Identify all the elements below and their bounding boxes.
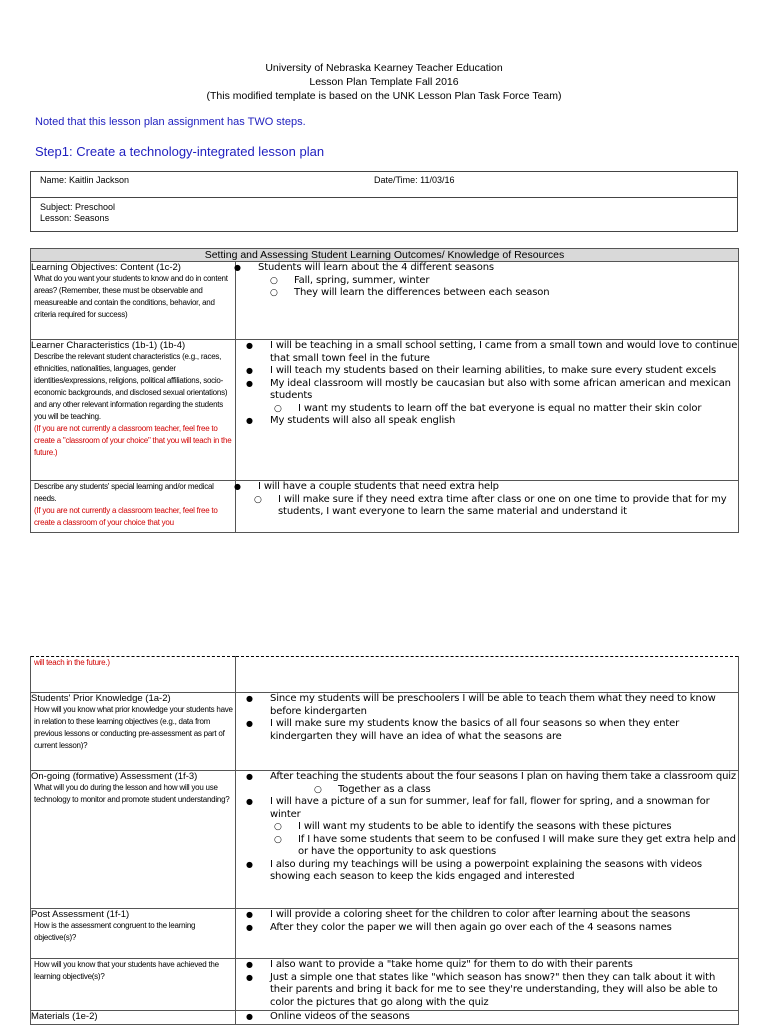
learner-bullet-4: ● My students will also all speak english bbox=[242, 415, 738, 428]
prior-title: Students' Prior Knowledge (1a-2) bbox=[31, 693, 171, 704]
achieve-label-cell bbox=[31, 959, 236, 1011]
special-label-cell bbox=[31, 481, 236, 533]
post-label-cell bbox=[31, 909, 236, 959]
learner-bullet-3: ● My ideal classroom will mostly be caucasian but also with some african american and mexican students bbox=[242, 378, 738, 403]
objectives-desc: What do you want your students to know and do in content areas? (Remember, these must be observable and measureable and contain the conditions, behavior, and criteria required for success) bbox=[34, 274, 228, 319]
lesson-field: Lesson: Seasons bbox=[40, 213, 110, 223]
prior-label-cell bbox=[31, 693, 236, 771]
subject-lesson-box bbox=[30, 197, 738, 232]
post-bullet-1: ● I will provide a coloring sheet for the children to color after learning about the seasons bbox=[242, 909, 738, 922]
date-field: Date/Time: 11/03/16 bbox=[374, 175, 455, 185]
learner-sub-1: ○ I want my students to learn off the bat everyone is equal no matter their skin color bbox=[242, 403, 738, 416]
special-bullet-1: ● I will have a couple students that need extra help bbox=[236, 481, 738, 494]
materials-bullet-1: ● Online videos of the seasons bbox=[242, 1011, 738, 1024]
objectives-bullet-1: ● Students will learn about the 4 different seasons bbox=[236, 262, 738, 275]
objectives-content bbox=[236, 262, 739, 340]
special-sub-1: ○ I will make sure if they need extra time after class or one on one time to provide that for my students, I want everyone to learn the same material and understand it bbox=[236, 494, 738, 519]
name-date-box bbox=[30, 171, 738, 198]
name-field: Name: Kaitlin Jackson bbox=[40, 175, 130, 185]
learner-red-note: (If you are not currently a classroom teacher, feel free to create a "classroom of your choice" that you will teach in the future.) bbox=[34, 424, 232, 457]
achieve-desc: How will you know that your students have achieved the learning objective(s)? bbox=[34, 960, 219, 981]
ongoing-bullet-1: ● After teaching the students about the four seasons I plan on having them take a classroom quiz bbox=[242, 771, 738, 784]
ongoing-bullet-3: ● I also during my teachings will be using a powerpoint explaining the seasons with videos showing each season to keep the kids engaged and interested bbox=[242, 859, 738, 884]
objectives-title: Learning Objectives: Content (1c-2) bbox=[31, 262, 181, 273]
special-label-cont bbox=[31, 657, 236, 693]
outcomes-table-page2 bbox=[30, 656, 739, 1025]
ongoing-sub-2: ○ I will want my students to be able to identify the seasons with these pictures bbox=[242, 821, 738, 834]
learner-bullet-2: ● I will teach my students based on their learning abilities, to make sure every student excels bbox=[242, 365, 738, 378]
post-desc: How is the assessment congruent to the learning objective(s)? bbox=[34, 921, 196, 942]
ongoing-sub-3: ○ If I have some students that seem to be confused I will make sure they get extra help and or have the opportunity to ask questions bbox=[242, 834, 738, 859]
achieve-content bbox=[236, 959, 739, 1011]
outcomes-table-page1 bbox=[30, 248, 739, 533]
ongoing-title: On-going (formative) Assessment (1f-3) bbox=[31, 771, 198, 782]
achieve-bullet-2: ● Just a simple one that states like "which season has snow?" then they can talk about it with their parents and bring it back for me to see they're understanding, they will also be able to color the pictures that go along with the quiz bbox=[242, 972, 738, 1010]
ongoing-sub-1: ○ Together as a class bbox=[242, 784, 738, 797]
ongoing-content bbox=[236, 771, 739, 909]
prior-content bbox=[236, 693, 739, 771]
objectives-sub-2: ○ They will learn the differences between each season bbox=[236, 287, 738, 300]
special-desc: Describe any students' special learning and/or medical needs. bbox=[34, 482, 214, 503]
section-title: Setting and Assessing Student Learning Outcomes/ Knowledge of Resources bbox=[31, 249, 739, 262]
learner-bullet-1: ● I will be teaching in a small school setting, I came from a small town and would love to continue that small town feel in the future bbox=[242, 340, 738, 365]
materials-label-cell bbox=[31, 1011, 236, 1025]
materials-title: Materials (1e-2) bbox=[31, 1011, 98, 1022]
special-content bbox=[236, 481, 739, 533]
template-title: Lesson Plan Template Fall 2016 bbox=[309, 76, 459, 88]
post-title: Post Assessment (1f-1) bbox=[31, 909, 130, 920]
learner-label-cell bbox=[31, 340, 236, 481]
prior-bullet-2: ● I will make sure my students know the basics of all four seasons so when they enter kindergarten they will have an idea of what the seasons are bbox=[242, 718, 738, 743]
template-subtitle: (This modified template is based on the UNK Lesson Plan Task Force Team) bbox=[206, 90, 562, 102]
step1-heading: Step1: Create a technology-integrated lesson plan bbox=[35, 144, 325, 159]
subject-field: Subject: Preschool bbox=[40, 202, 116, 212]
special-red-cont: will teach in the future.) bbox=[34, 658, 110, 667]
two-steps-note: Noted that this lesson plan assignment has TWO steps. bbox=[35, 116, 306, 128]
ongoing-label-cell bbox=[31, 771, 236, 909]
learner-title: Learner Characteristics (1b-1) (1b-4) bbox=[31, 340, 186, 351]
special-red-note: (If you are not currently a classroom teacher, feel free to create a classroom of your choice that you bbox=[34, 506, 218, 527]
university-title: University of Nebraska Kearney Teacher Education bbox=[265, 62, 503, 74]
objectives-label-cell bbox=[31, 262, 236, 340]
ongoing-desc: What will you do during the lesson and how will you use technology to monitor and promote student understanding? bbox=[34, 783, 230, 804]
post-content bbox=[236, 909, 739, 959]
prior-desc: How will you know what prior knowledge your students have in relation to these learning objectives (e.g., data from previous lessons or conducting pre-assessment as part of current lesson)? bbox=[34, 705, 233, 750]
objectives-sub-1: ○ Fall, spring, summer, winter bbox=[236, 275, 738, 288]
learner-desc: Describe the relevant student characteristics (e.g., races, ethnicities, nationalities, languages, gender identities/expressions, religions, political affiliations, socio-economic backgrounds, and disclosed sexual orientations) and any other relevant information regarding the students you will be teaching. bbox=[34, 352, 228, 421]
achieve-bullet-1: ● I also want to provide a "take home quiz" for them to do with their parents bbox=[242, 959, 738, 972]
materials-content bbox=[236, 1011, 739, 1025]
special-content-cont bbox=[236, 657, 739, 693]
learner-content bbox=[236, 340, 739, 481]
ongoing-bullet-2: ● I will have a picture of a sun for summer, leaf for fall, flower for spring, and a snowman for winter bbox=[242, 796, 738, 821]
post-bullet-2: ● After they color the paper we will then again go over each of the 4 seasons names bbox=[242, 922, 738, 935]
prior-bullet-1: ● Since my students will be preschoolers I will be able to teach them what they need to know before kindergarten bbox=[242, 693, 738, 718]
